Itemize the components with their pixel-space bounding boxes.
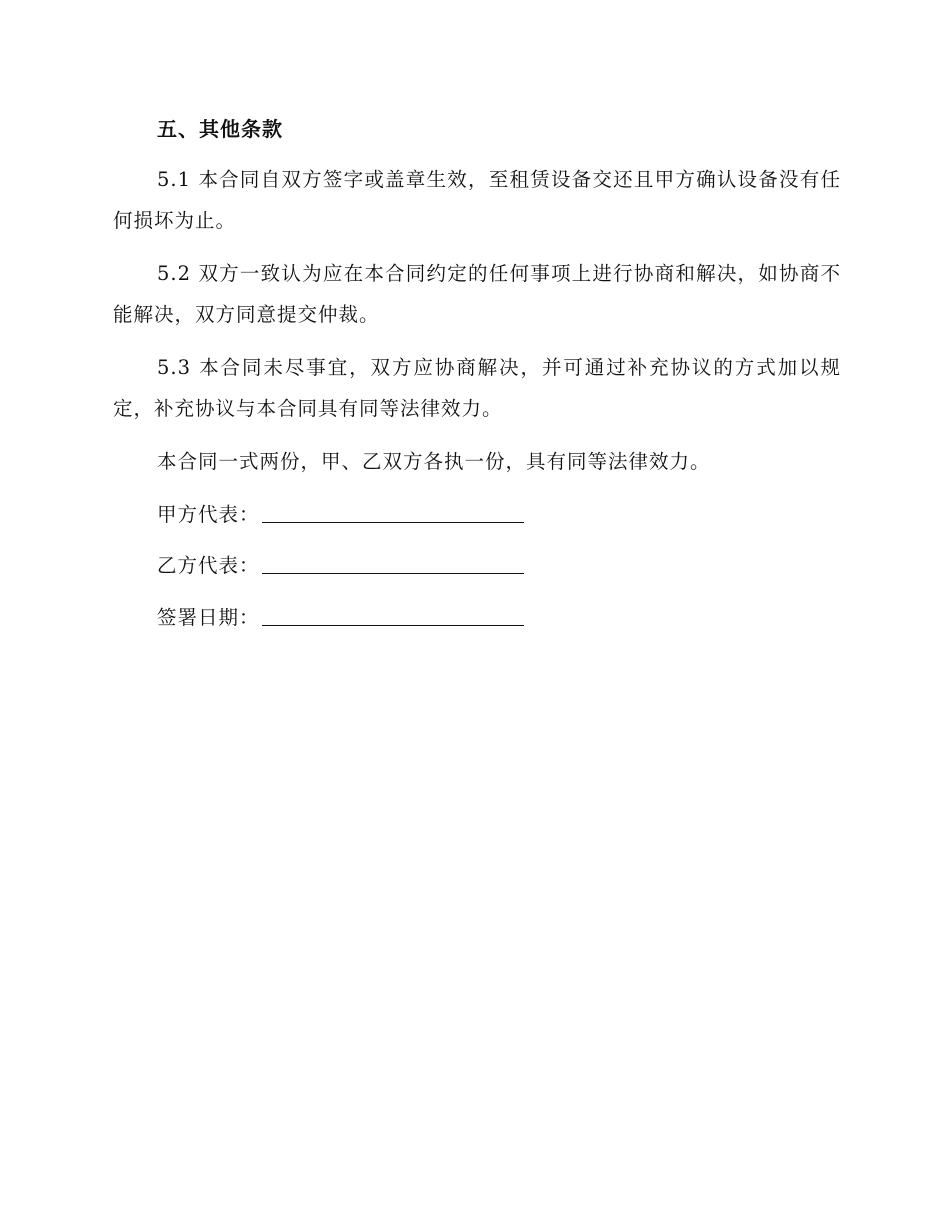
- signature-label: 甲方代表：: [157, 503, 260, 526]
- signature-date: [157, 600, 524, 630]
- clause-5-3: 5.3 本合同未尽事宜，双方应协商解决，并可通过补充协议的方式加以规定，补充协议与本合同具有同等法律效力。: [113, 356, 841, 420]
- clause-5-2: 5.2 双方一致认为应在本合同约定的任何事项上进行协商和解决，如协商不能解决，双方同意提交仲裁。: [113, 262, 841, 326]
- copies-statement: 本合同一式两份，甲、乙双方各执一份，具有同等法律效力。: [157, 450, 711, 473]
- signature-line: [262, 572, 524, 574]
- signature-label: 乙方代表：: [157, 554, 260, 577]
- signature-line: [262, 624, 524, 626]
- signature-party-a: [157, 497, 524, 527]
- section-heading: 五、其他条款: [157, 117, 283, 141]
- clause-5-1: 5.1 本合同自双方签字或盖章生效，至租赁设备交还且甲方确认设备没有任何损坏为止。: [113, 168, 841, 232]
- signature-label: 签署日期：: [157, 606, 260, 629]
- signature-party-b: [157, 548, 524, 578]
- signature-line: [262, 521, 524, 523]
